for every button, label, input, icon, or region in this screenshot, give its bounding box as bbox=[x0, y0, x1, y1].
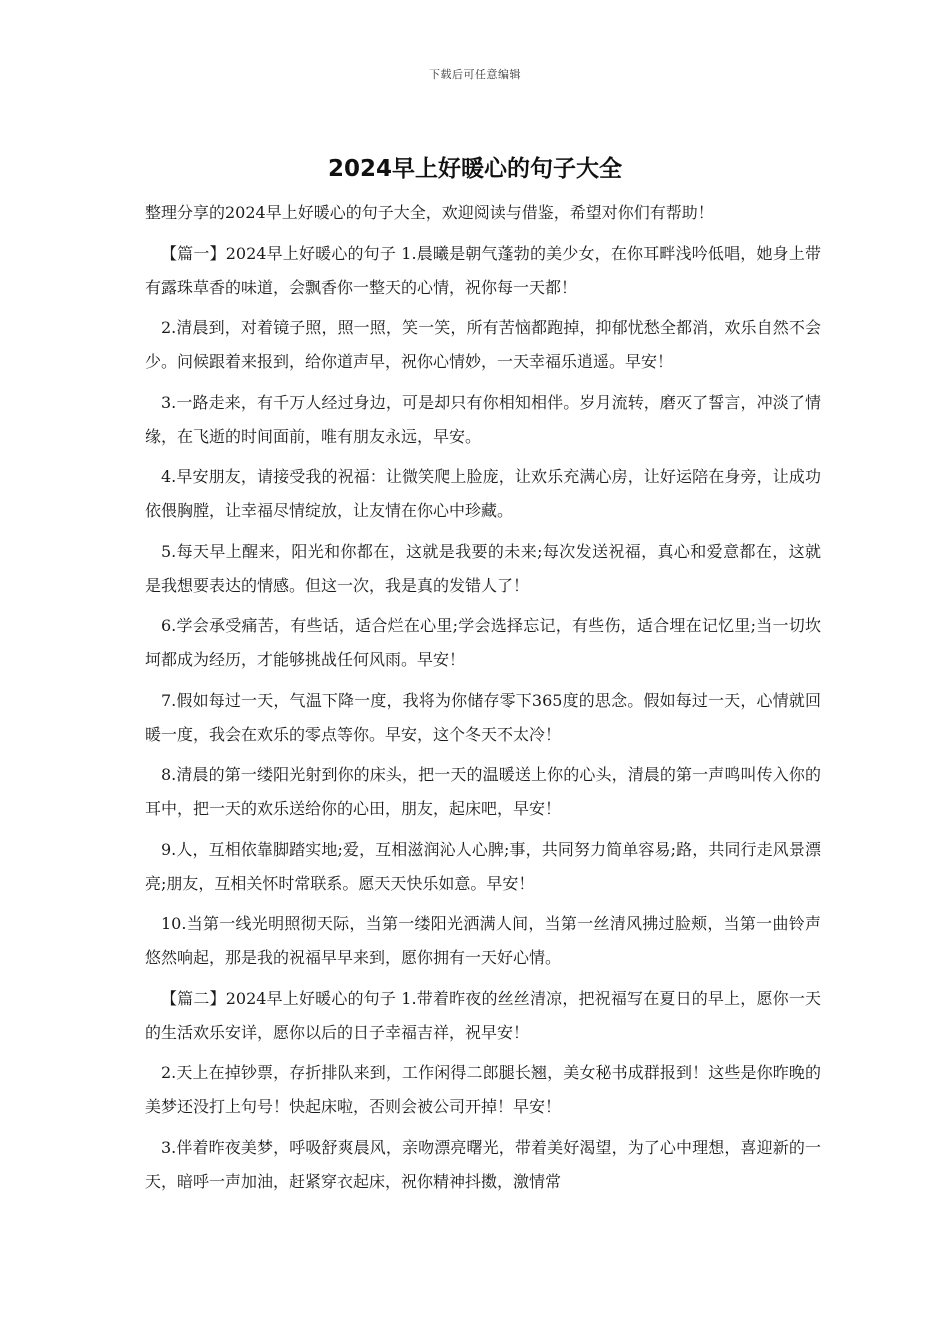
document-body bbox=[145, 196, 821, 1205]
paragraph-part1-item3: 3.一路走来，有千万人经过身边，可是却只有你相知相伴。岁月流转，磨灭了誓言，冲淡了情缘，在飞逝的时间面前，唯有朋友永远，早安。 bbox=[145, 392, 821, 446]
paragraph-part1-item4: 4.早安朋友，请接受我的祝福：让微笑爬上脸庞，让欢乐充满心房，让好运陪在身旁，让成功依偎胸膛，让幸福尽情绽放，让友情在你心中珍藏。 bbox=[145, 467, 821, 520]
header-note: 下载后可任意编辑 bbox=[429, 68, 521, 81]
paragraph-part1-item6: 6.学会承受痛苦，有些话，适合烂在心里;学会选择忘记，有些伤，适合埋在记忆里;当一切坎坷都成为经历，才能够挑战任何风雨。早安！ bbox=[145, 616, 821, 669]
paragraph-part2-item2: 2.天上在掉钞票，存折排队来到，工作闲得二郎腿长翘，美女秘书成群报到！这些是你昨晚的美梦还没打上句号！快起床啦，否则会被公司开掉！早安！ bbox=[145, 1063, 821, 1116]
paragraph-part1-item5: 5.每天早上醒来，阳光和你都在，这就是我要的未来;每次发送祝福，真心和爱意都在，这就是我想要表达的情感。但这一次，我是真的发错人了！ bbox=[145, 541, 821, 595]
intro-paragraph: 整理分享的2024早上好暖心的句子大全，欢迎阅读与借鉴，希望对你们有帮助！ bbox=[145, 203, 714, 222]
paragraph-part1-item7: 7.假如每过一天，气温下降一度，我将为你储存零下365度的思念。假如每过一天，心情就回暖一度，我会在欢乐的零点等你。早安，这个冬天不太冷！ bbox=[145, 690, 821, 744]
paragraph-part1-item10: 10.当第一线光明照彻天际，当第一缕阳光洒满人间，当第一丝清风拂过脸颊，当第一曲铃声悠然响起，那是我的祝福早早来到，愿你拥有一天好心情。 bbox=[145, 914, 821, 967]
paragraph-part1-item9: 9.人，互相依靠脚踏实地;爱，互相滋润沁人心脾;事，共同努力简单容易;路，共同行走风景漂亮;朋友，互相关怀时常联系。愿天天快乐如意。早安！ bbox=[145, 839, 821, 893]
paragraph-part2-item1: 【篇二】2024早上好暖心的句子 1.带着昨夜的丝丝清凉，把祝福写在夏日的早上，愿你一天的生活欢乐安详，愿你以后的日子幸福吉祥，祝早安！ bbox=[145, 988, 821, 1042]
paragraph-part2-item3: 3.伴着昨夜美梦，呼吸舒爽晨风，亲吻漂亮曙光，带着美好渴望，为了心中理想，喜迎新的一天，暗呼一声加油，赶紧穿衣起床，祝你精神抖擞，激情常 bbox=[145, 1137, 821, 1191]
paragraph-part1-item8: 8.清晨的第一缕阳光射到你的床头，把一天的温暖送上你的心头，清晨的第一声鸣叫传入你的耳中，把一天的欢乐送给你的心田，朋友，起床吧，早安！ bbox=[145, 765, 821, 818]
paragraph-part1-item1: 【篇一】2024早上好暖心的句子 1.晨曦是朝气蓬勃的美少女，在你耳畔浅吟低唱，她身上带有露珠草香的味道，会飘香你一整天的心情，祝你每一天都！ bbox=[145, 243, 821, 297]
document-title: 2024早上好暖心的句子大全 bbox=[327, 156, 622, 182]
paragraph-part1-item2: 2.清晨到，对着镜子照，照一照，笑一笑，所有苦恼都跑掉，抑郁忧愁全都消，欢乐自然不会少。问候跟着来报到，给你道声早，祝你心情妙，一天幸福乐逍遥。早安！ bbox=[145, 318, 821, 371]
